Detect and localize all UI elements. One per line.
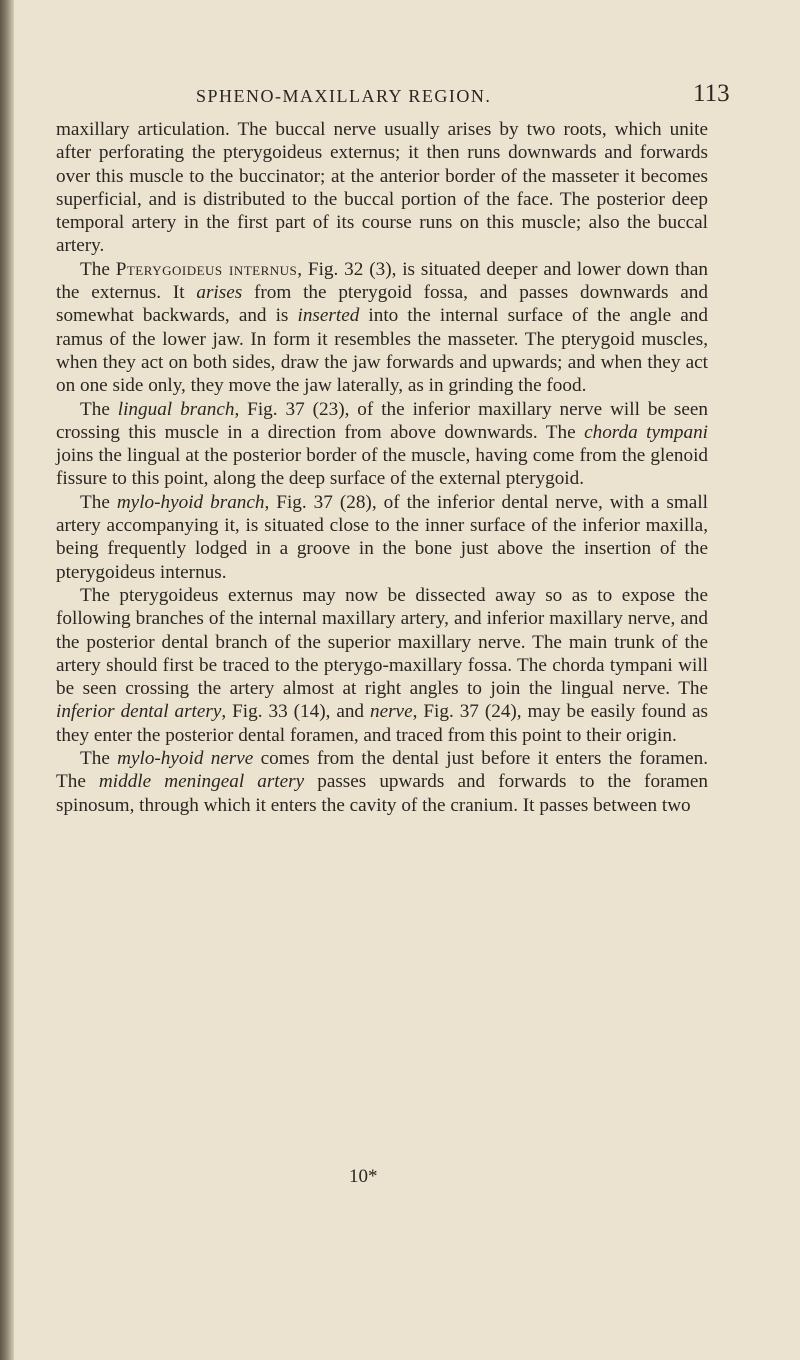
text-run: joins the lingual at the posterior border of the muscle, having come from the glenoid fissure to this point, along the deep surface of the external pterygoid. [56,445,708,490]
text-run: maxillary articulation. The buccal nerve usually arises by two roots, which unite after perforating the pterygoideus externus; it then runs downwards and forwards over this muscle to the buccinator; at the anterior border of the masseter it becomes superficial, and is distributed to the buccal portion of the face. The posterior deep temporal artery in the first part of its course runs on this muscle; also the buccal artery. [56,119,708,257]
text-run: comes from the dental just before it enters the foramen. The [56,748,708,793]
italic-term: mylo-hyoid branch [116,491,265,513]
paragraph-p3 [56,398,708,491]
italic-term: arises [196,282,243,304]
text-run: , Fig. 37 (23), of the inferior maxillary nerve will be seen crossing this muscle in a direction from above downwards. The [56,398,708,443]
running-head: SPHENO-MAXILLARY REGION. [196,86,492,106]
text-run: passes upwards and forwards to the foramen spinosum, through which it enters the cavity of the cranium. It passes between two [56,771,708,816]
italic-term: mylo-hyoid nerve [117,748,254,770]
text-run: ), is situated deeper and lower down than the externus. It [56,258,708,304]
small-caps-term: Pterygoideus internus [115,258,298,280]
text-run: , Fig. 37 (28), of the inferior dental nerve, with a small artery accompanying it, is situated close to the inner surface of the inferior maxilla, being frequently lodged in a groove in the bone just above the insertion of the pterygoideus internus. [56,491,708,583]
italic-term: lingual branch [117,398,235,420]
text-run: The pterygoideus externus may now be dissected away so as to expose the following branches of the internal maxillary artery, and inferior maxillary nerve, and the posterior dental branch of the superior maxillary nerve. The main trunk of the artery should first be traced to the pterygo-maxillary fossa. The chorda tympani will be seen crossing the artery almost at right angles to join the lingual nerve. The [56,584,708,700]
text-run: from the pterygoid fossa, and passes downwards and somewhat backwards, and is [56,282,708,327]
italic-term: chorda tympani [584,421,708,443]
text-run: The [80,258,116,280]
text-run: The [80,491,117,513]
paragraph-p6 [56,747,708,817]
text-run: into the internal surface of the angle and ramus of the lower jaw. In form it resembles the masseter. The pterygoid muscles, when they act on both sides, draw the jaw forwards and upwards; and when they act on one side only, they move the jaw laterally, as in grinding the food. [56,305,708,397]
page-number: 113 [693,80,730,107]
text-run: , Fig. 33 (14), and [221,701,370,723]
book-binding-edge [0,0,14,1360]
text-run: , Fig. 37 (24), may be easily found as they enter the posterior dental foramen, and traced from this point to their origin. [56,701,708,746]
italic-term: inserted [297,305,360,327]
paragraph-p1 [56,118,708,258]
text-run: , Fig. 32 ( [297,258,376,280]
italic-term: nerve [369,701,413,723]
text-run: The [80,748,118,770]
text-run: The [80,398,118,420]
signature-mark: 10* [349,1166,378,1187]
paragraph-p2 [56,258,708,398]
paragraph-p4 [56,491,708,584]
paragraph-p5 [56,584,708,747]
body-text [56,118,708,817]
italic-term: inferior dental artery [56,701,222,723]
italic-term: middle meningeal artery [98,771,305,793]
text-run: 3 [375,258,386,280]
